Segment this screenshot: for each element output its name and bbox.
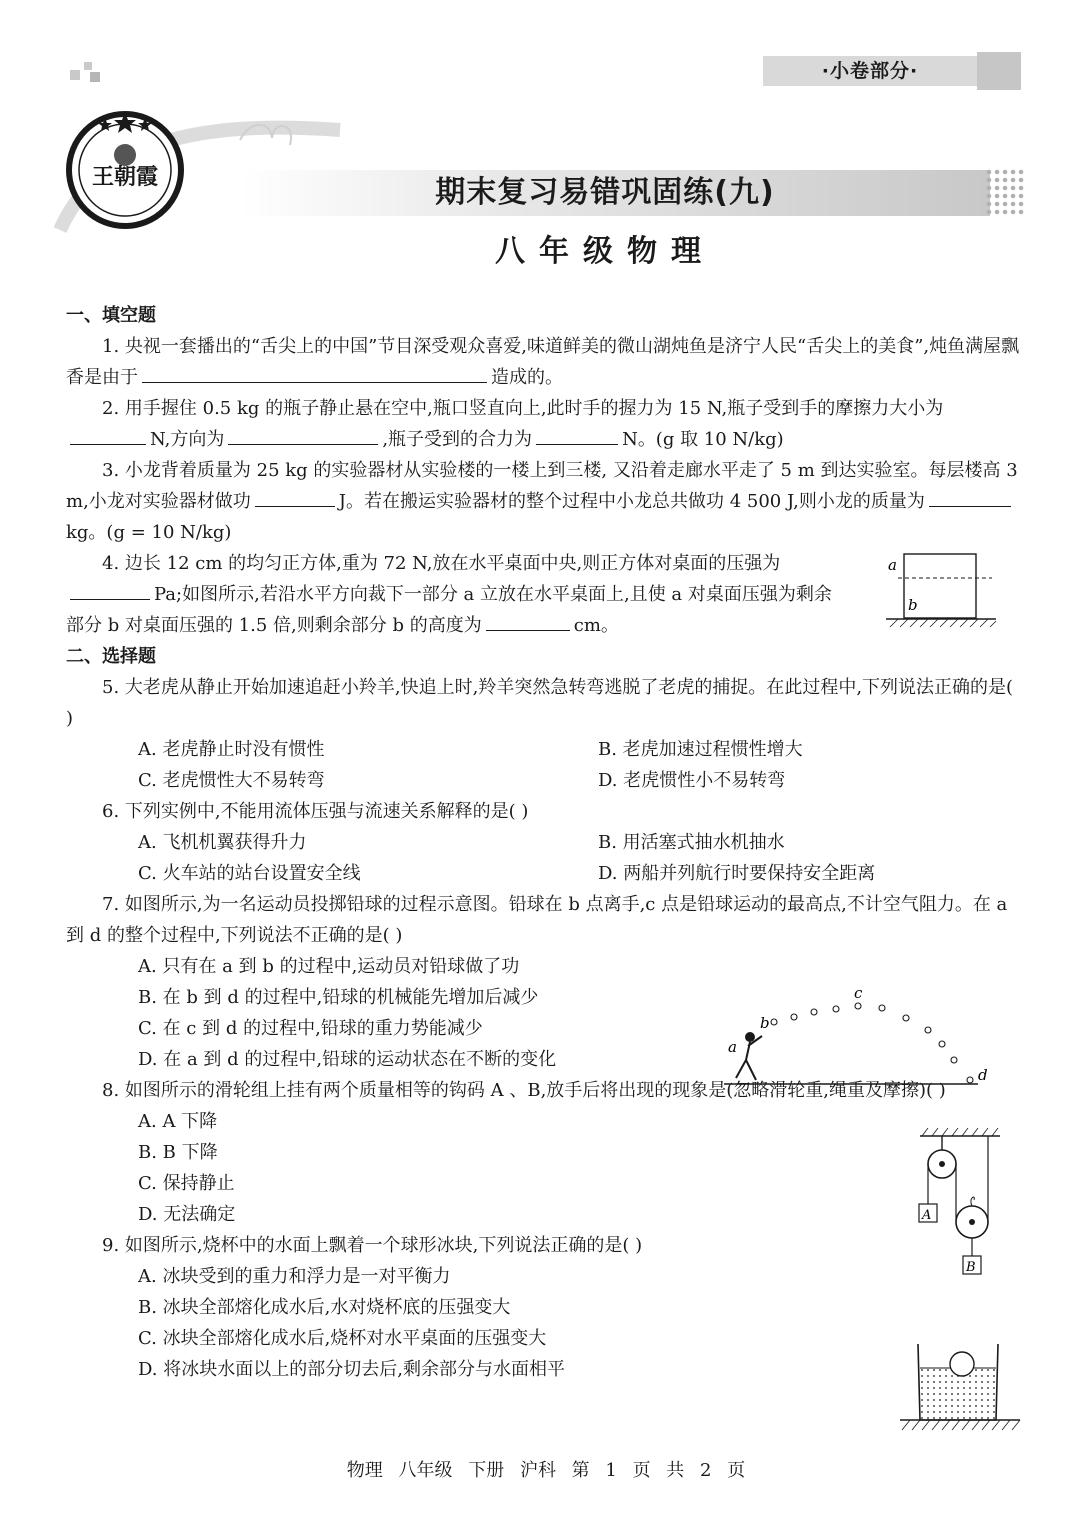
option-a[interactable]: A. A 下降 <box>138 1111 218 1132</box>
question-7: 7. 如图所示,为一名运动员投掷铅球的过程示意图。铅球在 b 点离手,c 点是铅球运动的最高点,不计空气阻力。在 a 到 d 的整个过程中,下列说法不正确的是( ) <box>66 894 1008 946</box>
beaker-figure <box>896 1338 1024 1438</box>
svg-text:b: b <box>760 1014 770 1032</box>
option-b[interactable]: B. 冰块全部熔化成水后,水对烧杯底的压强变大 <box>138 1297 511 1318</box>
question-3: 3. 小龙背着质量为 25 kg 的实验器材从实验楼的一楼上到三楼, 又沿着走廊水平走了 5 m 到达实验室。每层楼高 3 m,小龙对实验器材做功 J。若在搬运实验器材的整个过程中小龙总共做功 4 500 J,则小龙的质量为kg。(g = 10 N/kg) <box>66 460 1018 543</box>
option-c[interactable]: C. 冰块全部熔化成水后,烧杯对水平桌面的压强变大 <box>138 1328 547 1349</box>
page-title: 期末复习易错巩固练(九) <box>435 175 775 210</box>
option-d[interactable]: D. 两船并列航行时要保持安全距离 <box>598 863 876 884</box>
option-c[interactable]: C. 老虎惯性大不易转弯 <box>138 770 325 791</box>
svg-text:王朝霞: 王朝霞 <box>91 164 159 190</box>
option-d[interactable]: D. 将冰块水面以上的部分切去后,剩余部分与水面相平 <box>138 1359 565 1380</box>
option-d[interactable]: D. 老虎惯性小不易转弯 <box>598 770 786 791</box>
svg-text:a: a <box>888 556 897 574</box>
question-4: 4. 边长 12 cm 的均匀正方体,重为 72 N,放在水平桌面中央,则正方体对桌面的压强为Pa;如图所示,若沿水平方向裁下一部分 a 立放在水平桌面上,且使 a 对桌面压强为剩余部分 b 对桌面压强的 1.5 倍,则剩余部分 b 的高度为 cm。 <box>66 553 832 636</box>
section-choice-title: 二、选择题 <box>66 646 156 667</box>
question-9: 9. 如图所示,烧杯中的水面上飘着一个球形冰块,下列说法正确的是( ) <box>102 1235 643 1256</box>
answer-blank[interactable] <box>255 486 335 507</box>
option-a[interactable]: A. 飞机机翼获得升力 <box>138 832 307 853</box>
option-c[interactable]: C. 火车站的站台设置安全线 <box>138 863 361 884</box>
page-subtitle: 八年级物理 <box>495 234 715 269</box>
pulley-figure <box>908 1126 1008 1282</box>
question-9-options <box>66 1261 1024 1385</box>
option-a[interactable]: A. 冰块受到的重力和浮力是一对平衡力 <box>138 1266 451 1287</box>
tag-edge <box>977 52 1021 90</box>
question-8: 8. 如图所示的滑轮组上挂有两个质量相等的钩码 A 、B,放手后将出现的现象是(忽略滑轮重,绳重及摩擦)( ) <box>102 1080 946 1101</box>
option-c[interactable]: C. 在 c 到 d 的过程中,铅球的重力势能减少 <box>138 1018 483 1039</box>
section-fill-title: 一、填空题 <box>66 305 156 326</box>
athlete-icon <box>736 1033 762 1080</box>
answer-blank[interactable] <box>228 424 378 445</box>
option-d[interactable]: D. 在 a 到 d 的过程中,铅球的运动状态在不断的变化 <box>138 1049 557 1070</box>
option-a[interactable]: A. 老虎静止时没有惯性 <box>138 739 325 760</box>
option-b[interactable]: B. 老虎加速过程惯性增大 <box>598 739 803 760</box>
question-6: 6. 下列实例中,不能用流体压强与流速关系解释的是( ) <box>102 801 529 822</box>
option-b[interactable]: B. 用活塞式抽水机抽水 <box>598 832 785 853</box>
answer-blank[interactable] <box>536 424 618 445</box>
question-6-options <box>66 827 1024 889</box>
answer-blank[interactable] <box>142 362 487 383</box>
answer-blank[interactable] <box>486 610 570 631</box>
question-5-options <box>66 734 1024 796</box>
answer-blank[interactable] <box>70 579 150 600</box>
question-5: 5. 大老虎从静止开始加速追赶小羚羊,快追上时,羚羊突然急转弯逃脱了老虎的捕捉。在此过程中,下列说法正确的是( ) <box>66 677 1014 729</box>
cube-figure <box>880 548 1000 634</box>
question-2: 2. 用手握住 0.5 kg 的瓶子静止悬在空中,瓶口竖直向上,此时手的握力为 15 N,瓶子受到手的摩擦力大小为N,方向为 ,瓶子受到的合力为 N。(g 取 10 N/kg) <box>66 393 1024 455</box>
svg-text:A: A <box>922 1208 932 1223</box>
answer-blank[interactable] <box>929 486 1011 507</box>
option-b[interactable]: B. B 下降 <box>138 1142 218 1163</box>
svg-text:c: c <box>854 984 863 1002</box>
svg-text:b: b <box>908 596 918 614</box>
page-footer: 物理 八年级 下册 沪科 第 1 页 共 2 页 <box>346 1460 746 1481</box>
shotput-figure <box>716 982 1006 1092</box>
svg-text:d: d <box>978 1066 988 1084</box>
answer-blank[interactable] <box>70 424 146 445</box>
option-a[interactable]: A. 只有在 a 到 b 的过程中,运动员对铅球做了功 <box>138 956 520 977</box>
question-1: 1. 央视一套播出的“舌尖上的中国”节目深受观众喜爱,味道鲜美的微山湖炖鱼是济宁人民“舌尖上的美食”,炖鱼满屋飘香是由于 造成的。 <box>66 336 1020 388</box>
svg-text:B: B <box>966 1260 976 1275</box>
exam-content <box>66 300 1024 1385</box>
svg-text:a: a <box>728 1038 737 1056</box>
section-tag: ·小卷部分· <box>763 56 977 86</box>
question-8-options <box>66 1106 1024 1230</box>
option-b[interactable]: B. 在 b 到 d 的过程中,铅球的机械能先增加后减少 <box>138 987 539 1008</box>
option-d[interactable]: D. 无法确定 <box>138 1204 236 1225</box>
option-c[interactable]: C. 保持静止 <box>138 1173 235 1194</box>
